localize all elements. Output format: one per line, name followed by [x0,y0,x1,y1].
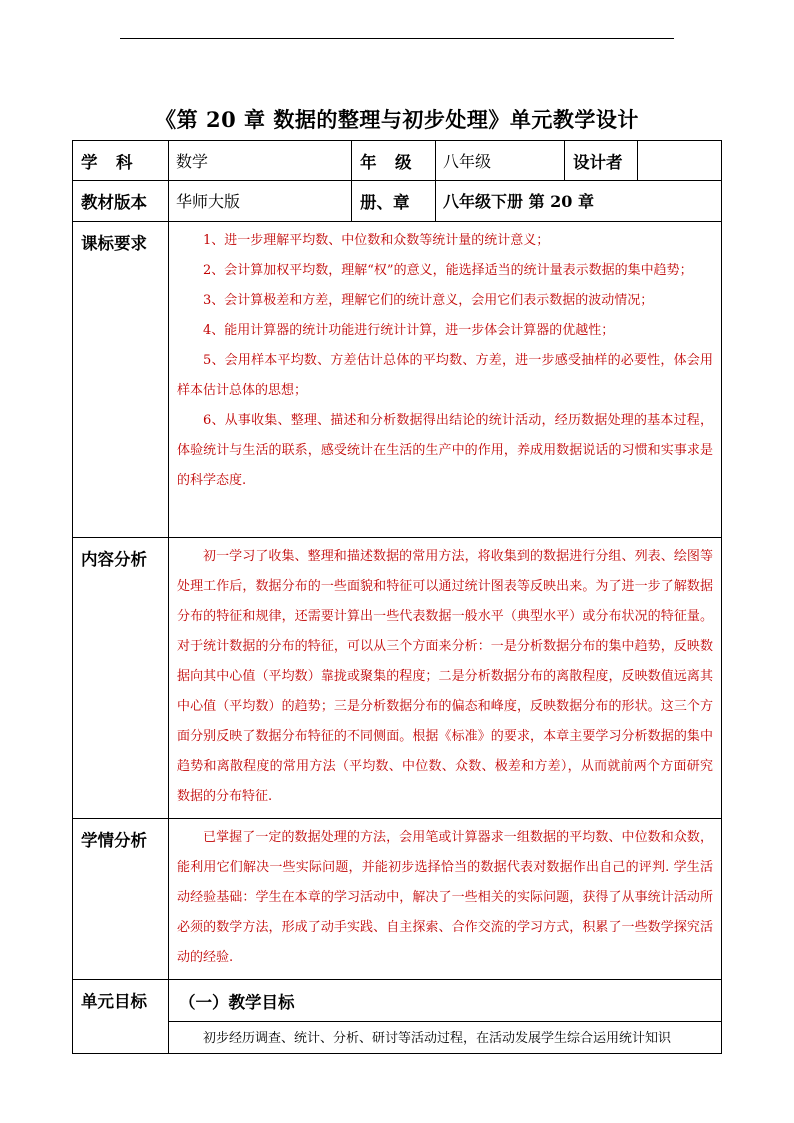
volume-value: 八年级下册 第 20 章 [436,181,722,222]
curriculum-item: 1、进一步理解平均数、中位数和众数等统计量的统计意义； [203,233,550,248]
goals-text: 初步经历调查、统计、分析、研讨等活动过程，在活动发展学生综合运用统计知识 [203,1031,672,1046]
header-rule [120,38,674,39]
unit-goals-cell [169,980,722,1054]
goals-label: 单元目标 [73,980,169,1054]
document-title: 《第 20 章 数据的整理与初步处理》单元教学设计 [155,107,639,132]
row-student-analysis [73,819,722,980]
row-subject [73,141,722,181]
row-unit-goals [73,980,722,1054]
subject-value: 数学 [169,141,352,181]
subject-label: 学 科 [73,141,169,181]
content-analysis-cell [169,538,722,819]
grade-value: 八年级 [436,141,565,181]
curriculum-item: 6、从事收集、整理、描述和分析数据得出结论的统计活动，经历数据处理的基本过程，体验统计与生活的联系，感受统计在生活的生产中的作用，养成用数据说话的习惯和实事求是的科学态度. [177,413,713,488]
designer-label: 设计者 [565,141,638,181]
curriculum-item: 4、能用计算器的统计功能进行统计计算，进一步体会计算器的优越性； [203,323,615,338]
grade-label: 年 级 [352,141,436,181]
curriculum-label: 课标要求 [73,222,169,538]
edition-label: 教材版本 [73,181,169,222]
curriculum-item: 2、会计算加权平均数，理解“权”的意义，能选择适当的统计量表示数据的集中趋势； [203,263,693,278]
goals-body [169,1021,721,1052]
curriculum-item: 3、会计算极差和方差，理解它们的统计意义，会用它们表示数据的波动情况； [203,293,654,308]
student-analysis-text: 已掌握了一定的数据处理的方法，会用笔或计算器求一组数据的平均数、中位数和众数，能利用它们解决一些实际问题，并能初步选择恰当的数据代表对数据作出自己的评判. 学生活动经验基础：学生在本章的学习活动中，解决了一些相关的实际问题，获得了从事统计活动所必须的数学方法，形成了动手实践、自主探索、合作交流的学习方式，积累了一些数学探究活动的经验. [177,830,713,965]
students-label: 学情分析 [73,819,169,980]
row-edition [73,181,722,222]
teaching-goals-heading: （一）教学目标 [179,993,295,1012]
student-analysis-cell [169,819,722,980]
content-analysis-text: 初一学习了收集、整理和描述数据的常用方法，将收集到的数据进行分组、列表、绘图等处理工作后，数据分布的一些面貌和特征可以通过统计图表等反映出来。为了进一步了解数据分布的特征和规律，还需要计算出一些代表数据一般水平（典型水平）或分布状况的特征量。对于统计数据的分布的特征，可以从三个方面来分析：一是分析数据分布的集中趋势，反映数据向其中心值（平均数）靠拢或聚集的程度；二是分析数据分布的离散程度，反映数值远离其中心值（平均数）的趋势；三是分析数据分布的偏态和峰度，反映数据分布的形状。这三个方面分别反映了数据分布特征的不同侧面。根据《标准》的要求，本章主要学习分析数据的集中趋势和离散程度的常用方法（平均数、中位数、众数、极差和方差），从而就前两个方面研究数据的分布特征. [177,549,713,804]
curriculum-content [169,222,722,538]
row-content-analysis [73,538,722,819]
content-label: 内容分析 [73,538,169,819]
design-table [72,140,722,1054]
designer-value [638,141,722,181]
curriculum-item: 5、会用样本平均数、方差估计总体的平均数、方差，进一步感受抽样的必要性，体会用样本估计总体的思想； [177,353,713,398]
edition-value: 华师大版 [169,181,352,222]
row-curriculum [73,222,722,538]
volume-label: 册、章 [352,181,436,222]
